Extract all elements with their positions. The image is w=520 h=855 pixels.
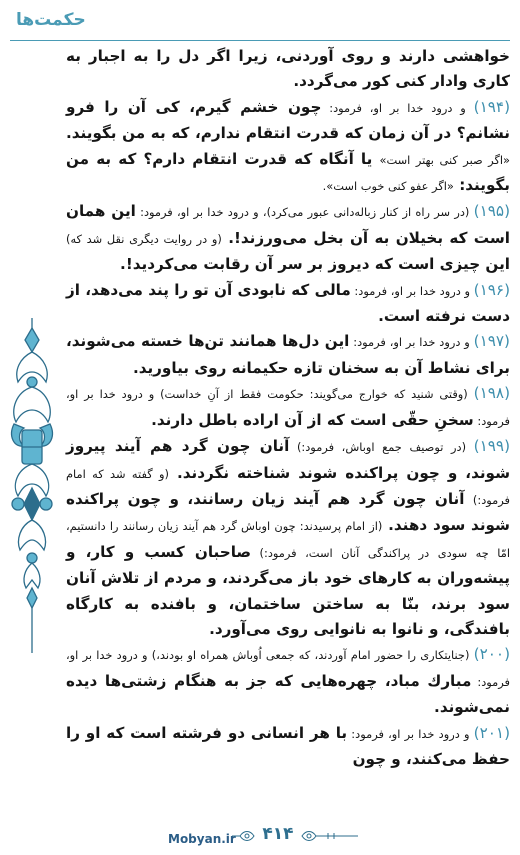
- saying-text: این چیزی است که دیروز بر سر آن رقابت می‌کردید!.: [120, 255, 510, 274]
- saying-number: (۲۰۰): [473, 645, 510, 664]
- saying-text: چون خشم گیرم، کی آن را فرو نشانم؟ در آن زمان که قدرت انتقام ندارم، که به من بگویند.: [66, 97, 510, 143]
- annotation-text: (و در روایت دیگری نقل شد که): [66, 231, 222, 246]
- annotation-text: و درود خدا بر او، فرمود:: [347, 726, 474, 741]
- annotation-text: و درود خدا بر او، فرمود:: [321, 100, 474, 115]
- saying-number: (۱۹۴): [473, 97, 510, 116]
- left-footer-ornament-icon: [232, 828, 258, 844]
- saying-text: آنان چون گرد هم آیند پیروز شوند، و چون پراکنده شوند شناخته نگردند.: [66, 437, 511, 482]
- annotation-text: «اگر عفو کنی خوب است».: [322, 179, 454, 194]
- saying-number: (۱۹۸): [473, 384, 510, 403]
- paragraph: [66, 721, 510, 773]
- paragraph: [66, 329, 510, 381]
- paragraph: [66, 642, 510, 720]
- header-divider: [10, 40, 510, 41]
- saying-number: (۱۹۷): [473, 332, 510, 351]
- saying-text: یا آنگاه که قدرت انتقام دارم؟ که به من بگویند:: [66, 149, 510, 195]
- annotation-text: (جنایتکاری را حضور امام آوردند، که جمعی اُوباش همراه او بودند،) و درود خدا بر او، فرمود:: [66, 648, 511, 689]
- page-footer: [170, 824, 370, 848]
- saying-number: (۱۹۶): [473, 280, 510, 299]
- page-number: ۴۱۴: [262, 824, 294, 844]
- saying-text: مبارك مباد، چهره‌هایی که جز به هنگام زشتی‌ها دیده نمی‌شوند.: [66, 671, 510, 717]
- paragraph: [66, 278, 510, 330]
- annotation-text: (وقتی شنید که خوارج می‌گویند: حکومت فقط از آنِ خداست) و درود خدا بر او، فرمود:: [66, 387, 510, 428]
- saying-text: صاحبان کسب و کار، و پیشه‌وران به کارهای خود باز می‌گردند، و مردم از تلاش آنان سود برند، بنّا به ساختن ساختمان، و بافنده به کارگاه بافندگی، و نانوا به نانوایی روی می‌آورد.: [66, 542, 510, 638]
- annotation-text: و درود خدا بر او، فرمود:: [349, 335, 474, 350]
- saying-text: سخنِ حقّی است که از آن اراده باطل دارند.: [151, 410, 474, 429]
- annotation-text: «اگر صبر کنی بهتر است»: [379, 152, 510, 167]
- saying-text: مالی که نابودی آن تو را پند می‌دهد، از دست نرفته است.: [66, 280, 510, 326]
- annotation-text: (در توصیف جمع اوباش، فرمود:): [289, 440, 474, 455]
- saying-text: آنان چون گرد هم آیند زیان رسانند، و چون پراکنده شوند سود دهند.: [66, 489, 510, 535]
- paragraph: [66, 434, 510, 642]
- saying-number: (۱۹۹): [473, 437, 511, 456]
- site-logo: Mobyan.ir: [168, 832, 236, 846]
- paragraph: [66, 199, 510, 277]
- paragraph: [66, 95, 510, 200]
- paragraph: [66, 381, 510, 434]
- page-title: حکمت‌ها: [16, 10, 86, 30]
- paragraph: [66, 44, 510, 95]
- saying-text: با هر انسانی دو فرشته است که او را حفظ می‌کنند، و چون: [66, 723, 510, 768]
- saying-number: (۲۰۱): [473, 723, 510, 742]
- saying-text: این همان است که بخیلان به آن بخل می‌ورزند!.: [66, 202, 510, 247]
- saying-text: این دل‌ها همانند تن‌ها خسته می‌شوند، برای نشاط آن به سخنان تازه حکیمانه روی بیاورید.: [66, 332, 510, 377]
- annotation-text: و درود خدا بر او، فرمود:: [350, 283, 474, 298]
- annotation-text: (از امام پرسیدند: چون اوباش گرد هم آیند زیان رسانند را دانستیم، امّا چه سودی در پراکندگی آنان است، فرمود:): [66, 519, 510, 560]
- saying-text: خواهشی دارند و روی آوردنی، زیرا اگر دل را به اجبار به کاری وادار کنی کور می‌گردد.: [66, 47, 510, 91]
- annotation-text: (و گفته شد که امام فرمود:): [66, 466, 510, 507]
- saying-number: (۱۹۵): [473, 202, 510, 221]
- text-body: [66, 44, 510, 772]
- decorative-ornament-icon: [6, 318, 58, 653]
- right-footer-ornament-icon: [298, 828, 358, 844]
- annotation-text: (در سر راه از کنار زباله‌دانی عبور می‌کرد)، و درود خدا بر او، فرمود:: [135, 205, 474, 220]
